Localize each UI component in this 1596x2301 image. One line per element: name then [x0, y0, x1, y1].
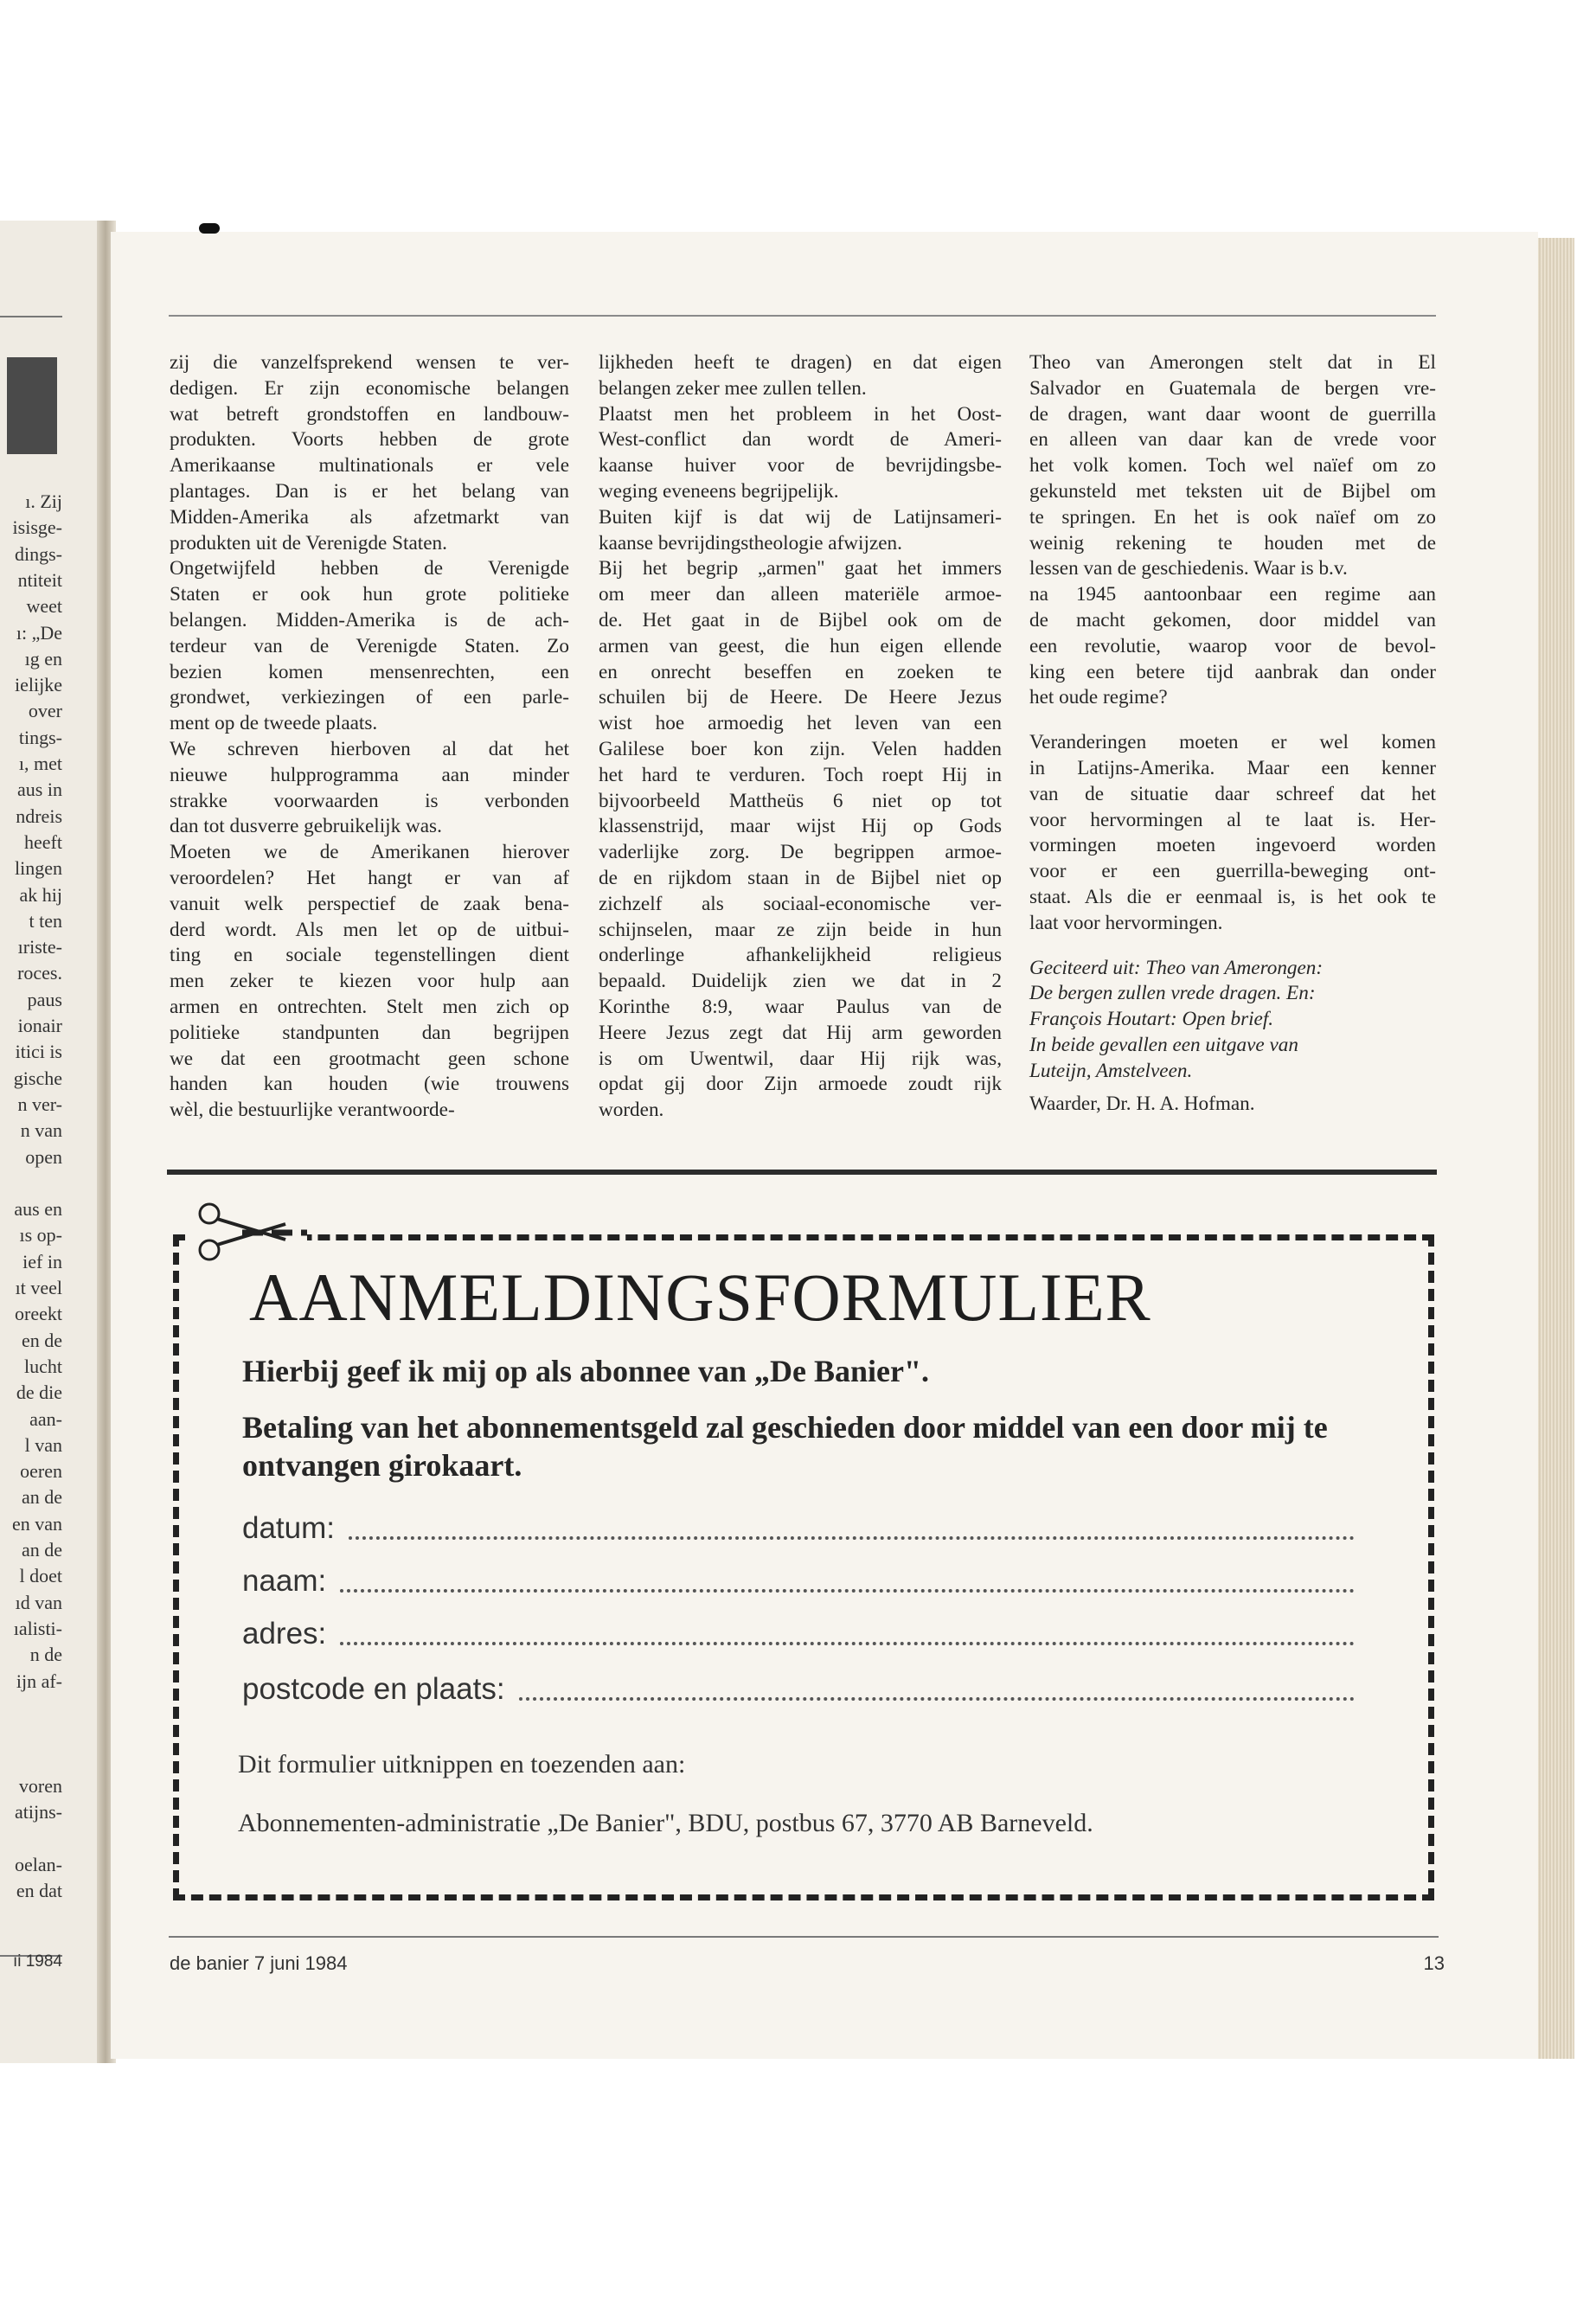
prev-page-line: ak hij: [19, 883, 62, 906]
prev-page-line: an de: [21, 1539, 62, 1561]
text-line: we dat een grootmacht geen schone: [170, 1047, 569, 1070]
text-line: voor er een guerrilla-beweging ont-: [1029, 860, 1436, 883]
prev-page-line: ı. Zij: [25, 490, 62, 512]
text-line: schijnselen, maar ze zijn beide in hun: [599, 918, 1002, 941]
postcode-input-line[interactable]: [519, 1697, 1355, 1701]
section-divider: [167, 1170, 1437, 1175]
postcode-field[interactable]: [242, 1670, 1355, 1709]
datum-label: datum:: [242, 1511, 335, 1545]
text-line: wat betreft grondstoffen en landbouw-: [170, 402, 569, 426]
text-line: belangen. Midden-Amerika is de ach-: [170, 608, 569, 631]
text-line: klassenstrijd, maar wijst Hij op Gods: [599, 815, 1002, 838]
column-3-paragraph-2: [1029, 730, 1436, 936]
text-line: weinig rekening te houden met de: [1029, 531, 1436, 554]
text-line: Geciteerd uit: Theo van Amerongen:: [1029, 956, 1324, 979]
text-line: na 1945 aantoonbaar een regime aan: [1029, 583, 1436, 606]
form-mailing-address: Abonnementen-administratie „De Banier", BDU, postbus 67, 3770 AB Barneveld.: [238, 1809, 1093, 1837]
text-line: veroordelen? Het hangt er van af: [170, 866, 569, 889]
column-3-paragraph-1: [1029, 350, 1436, 711]
prev-page-line: dings-: [15, 542, 62, 565]
page-number: 13: [1423, 1952, 1445, 1974]
text-line: weging eveneens begrijpelijk.: [599, 479, 839, 503]
text-line: belangen zeker mee zullen tellen.: [599, 376, 867, 400]
form-title: AANMELDINGSFORMULIER: [249, 1259, 1151, 1335]
text-line: derd wordt. Als men let op de uitbui-: [170, 918, 569, 941]
footer-rule: [169, 1936, 1439, 1938]
prev-page-line: n van: [20, 1119, 62, 1142]
text-line: staat. Als die er eenmaal is, is het ook te: [1029, 885, 1436, 908]
prev-page-line: ionair: [17, 1015, 62, 1036]
text-line: Buiten kijf is dat wij de Latijnsameri-: [599, 505, 1002, 529]
naam-label: naam:: [242, 1564, 327, 1598]
text-line: kaanse huiver voor de bevrijdingsbe-: [599, 454, 1002, 478]
prev-page-line: ıg en: [24, 647, 62, 670]
text-line: het hard te verduren. Toch roept Hij in: [599, 763, 1002, 786]
prev-page-line: ıriste-: [17, 936, 62, 958]
prev-page-line: aus en: [14, 1198, 62, 1221]
page-edges: [1538, 238, 1574, 2059]
form-instruction: Dit formulier uitknippen en toezenden aan:: [238, 1750, 686, 1779]
prev-page-line: ielijke: [15, 674, 62, 696]
text-line: in Latijns-Amerika. Maar een kenner: [1029, 756, 1436, 779]
prev-page-line: ı, met: [18, 753, 62, 774]
prev-page-line: heeft: [24, 830, 62, 853]
footer-publication: de banier 7 juni 1984: [170, 1952, 348, 1974]
adres-field[interactable]: [242, 1614, 1355, 1654]
prev-page-line: over: [28, 700, 62, 722]
text-line: men zeker te kiezen voor hulp aan: [170, 970, 569, 993]
text-line: opdat gij door Zijn armoede zoudt rijk: [599, 1073, 1002, 1096]
text-line: Ongetwijfeld hebben de Verenigde: [170, 557, 569, 580]
text-line: onderlinge afhankelijkheid religieus: [599, 944, 1002, 967]
prev-page-line: voren: [18, 1774, 62, 1797]
text-line: zij die vanzelfsprekend wensen te ver-: [170, 351, 569, 374]
prev-page-line: n de: [29, 1644, 62, 1666]
text-line: van de situatie daar schreef dat het: [1029, 782, 1436, 805]
datum-field[interactable]: [242, 1509, 1355, 1548]
text-line: ting en sociale tegenstellingen dient: [170, 944, 569, 967]
prev-page-line: lingen: [15, 857, 62, 880]
prev-page-line: ıalisti-: [13, 1617, 62, 1639]
text-line: de. Het gaat in de Bijbel ook om de: [599, 608, 1002, 631]
prev-page-line: ıs op-: [19, 1224, 62, 1247]
text-line: produkten. Voorts hebben de grote: [170, 428, 569, 452]
prev-page-line: ndreis: [16, 804, 62, 827]
prev-page-dark-block: [7, 357, 57, 454]
article-column-3: [1029, 350, 1436, 1117]
text-line: ment op de tweede plaats.: [170, 712, 378, 735]
text-line: West-conflict dan wordt de Ameri-: [599, 428, 1002, 452]
text-line: bepaald. Duidelijk zien we dat in 2: [599, 970, 1002, 993]
prev-page-line: l van: [24, 1433, 62, 1456]
text-line: en onrecht beseffen en zoeken te: [599, 660, 1002, 683]
prev-page-line: t ten: [29, 909, 62, 932]
prev-page-line: n ver-: [17, 1093, 62, 1115]
adres-label: adres:: [242, 1617, 327, 1650]
prev-page-line: weet: [26, 595, 62, 618]
author-signature: Waarder, Dr. H. A. Hofman.: [1029, 1092, 1255, 1115]
prev-page-line: en dat: [16, 1879, 62, 1901]
postcode-label: postcode en plaats:: [242, 1672, 505, 1706]
text-line: François Houtart: Open brief.: [1029, 1008, 1274, 1031]
adres-input-line[interactable]: [340, 1642, 1355, 1645]
prev-page-line: oreekt: [15, 1303, 62, 1325]
text-line: Theo van Amerongen stelt dat in El: [1029, 351, 1436, 374]
form-intro-line: Hierbij geef ik mij op als abonnee van „De Banier".: [242, 1354, 929, 1388]
prev-page-line: an de: [21, 1486, 62, 1509]
prev-page-line: gische: [13, 1067, 62, 1089]
prev-page-line: aan-: [29, 1407, 62, 1430]
text-line: Amerikaanse multinationals er vele: [170, 454, 569, 478]
prev-page-line: lucht: [24, 1355, 62, 1377]
prev-page-line: open: [25, 1145, 62, 1168]
text-line: Korinthe 8:9, waar Paulus van de: [599, 995, 1002, 1018]
prev-page-line: ıd van: [15, 1591, 62, 1613]
text-line: het oude regime?: [1029, 686, 1168, 709]
text-line: Heere Jezus zegt dat Hij arm geworden: [599, 1021, 1002, 1044]
text-line: wèl, die bestuurlijke verantwoorde-: [170, 1099, 455, 1122]
text-line: strakke voorwaarden is verbonden: [170, 789, 569, 812]
text-line: handen kan houden (wie trouwens: [170, 1073, 569, 1096]
text-line: De bergen zullen vrede dragen. En:: [1029, 982, 1316, 1005]
prev-page-line: isisge-: [12, 516, 62, 539]
text-line: politieke standpunten dan begrijpen: [170, 1021, 569, 1044]
text-line: kaanse bevrijdingstheologie afwijzen.: [599, 531, 902, 554]
text-line: gekunsteld met teksten uit de Bijbel om: [1029, 479, 1436, 503]
text-line: Luteijn, Amstelveen.: [1029, 1059, 1193, 1082]
text-line: een revolutie, waarop voor de bevol-: [1029, 634, 1436, 657]
naam-field[interactable]: [242, 1561, 1355, 1601]
prev-page-line: ı: „De: [16, 621, 62, 644]
text-line: om meer dan alleen materiële armoe-: [599, 583, 1002, 606]
scissors-icon: [190, 1198, 307, 1267]
text-line: king een betere tijd aanbrak dan onder: [1029, 660, 1436, 683]
prev-page-line: de die: [16, 1381, 62, 1404]
datum-input-line[interactable]: [349, 1536, 1355, 1540]
text-line: vormingen moeten ingevoerd worden: [1029, 834, 1436, 857]
text-line: schuilen bij de Heere. De Heere Jezus: [599, 686, 1002, 709]
prev-page-line: aus in: [17, 779, 62, 801]
prev-page-line: en de: [21, 1329, 62, 1351]
text-line: We schreven hierboven al dat het: [170, 737, 569, 760]
text-line: vanuit welk perspectief de zaak bena-: [170, 892, 569, 915]
prev-page-line: ijn af-: [16, 1670, 62, 1692]
text-line: de en rijkdom staan in de Bijbel niet op: [599, 866, 1002, 889]
prev-page-line: oelan-: [15, 1853, 62, 1875]
text-line: worden.: [599, 1099, 664, 1122]
form-payment-line: Betaling van het abonnementsgeld zal geschieden door middel van een door mij te ontvangen girokaart.: [242, 1410, 1328, 1483]
text-line: te springen. En het is ook naïef om zo: [1029, 505, 1436, 529]
prev-page-line: roces.: [17, 962, 62, 984]
naam-input-line[interactable]: [340, 1589, 1355, 1593]
text-line: plantages. Dan is er het belang van: [170, 479, 569, 503]
text-line: vaderlijke zorg. De begrippen armoe-: [599, 841, 1002, 864]
text-line: Veranderingen moeten er wel komen: [1029, 731, 1436, 754]
prev-page-line: paus: [27, 988, 62, 1010]
article-column-1: [170, 350, 569, 1124]
prev-page-line: ief in: [22, 1250, 62, 1272]
prev-page-line: en van: [11, 1512, 62, 1535]
header-rule: [169, 315, 1436, 317]
text-line: Staten er ook hun grote politieke: [170, 583, 569, 606]
prev-page-footer: ıi 1984: [12, 1952, 62, 1971]
column-3-citation: [1029, 956, 1436, 1085]
article-column-2: [599, 350, 1002, 1124]
text-line: In beide gevallen een uitgave van: [1029, 1033, 1298, 1056]
text-line: produkten uit de Verenigde Staten.: [170, 531, 447, 554]
prev-page-rule: [0, 316, 62, 317]
prev-page-line: oeren: [20, 1460, 62, 1483]
previous-page-fragment: [0, 221, 108, 2063]
prev-page-line: ntiteit: [17, 568, 62, 591]
text-line: terdeur van de Verenigde Staten. Zo: [170, 634, 569, 657]
binding-clip: [199, 223, 220, 234]
text-line: Plaatst men het probleem in het Oost-: [599, 402, 1002, 426]
text-line: lessen van de geschiedenis. Waar is b.v.: [1029, 557, 1348, 580]
text-line: dedigen. Er zijn economische belangen: [170, 376, 569, 400]
prev-page-line: ıt veel: [15, 1277, 62, 1298]
text-line: armen van geest, die hun eigen ellende: [599, 634, 1002, 657]
text-line: Galilese boer kon zijn. Velen hadden: [599, 737, 1002, 760]
prev-page-line: itici is: [15, 1041, 62, 1063]
text-line: wist hoe armoedig het leven van een: [599, 712, 1002, 735]
text-line: grondwet, verkiezingen of een parle-: [170, 686, 569, 709]
text-line: nieuwe hulpprogramma aan minder: [170, 763, 569, 786]
text-line: Bij het begrip „armen" gaat het immers: [599, 557, 1002, 580]
prev-page-line: atijns-: [15, 1801, 62, 1823]
text-line: armen en ontrechten. Stelt men zich op: [170, 995, 569, 1018]
text-line: Moeten we de Amerikanen hierover: [170, 841, 569, 864]
text-line: laat voor hervormingen.: [1029, 911, 1223, 934]
text-line: Midden-Amerika als afzetmarkt van: [170, 505, 569, 529]
text-line: voor hervormingen al te laat is. Her-: [1029, 808, 1436, 831]
prev-page-line: l doet: [19, 1565, 62, 1587]
text-line: is om Uwentwil, daar Hij rijk was,: [599, 1047, 1002, 1070]
text-line: het volk komen. Toch wel naïef om zo: [1029, 454, 1436, 478]
text-line: zichzelf als sociaal-economische ver-: [599, 892, 1002, 915]
text-line: de dragen, want daar woont de guerrilla: [1029, 402, 1436, 426]
text-line: Salvador en Guatemala de bergen vre-: [1029, 376, 1436, 400]
text-line: en alleen van daar kan de vrede voor: [1029, 428, 1436, 452]
text-line: de macht gekomen, door middel van: [1029, 608, 1436, 631]
text-line: lijkheden heeft te dragen) en dat eigen: [599, 351, 1002, 374]
text-line: dan tot dusverre gebruikelijk was.: [170, 815, 442, 838]
text-line: bezien komen mensenrechten, een: [170, 660, 569, 683]
prev-page-line: tings-: [18, 726, 62, 748]
text-line: bijvoorbeeld Mattheüs 6 niet op tot: [599, 789, 1002, 812]
